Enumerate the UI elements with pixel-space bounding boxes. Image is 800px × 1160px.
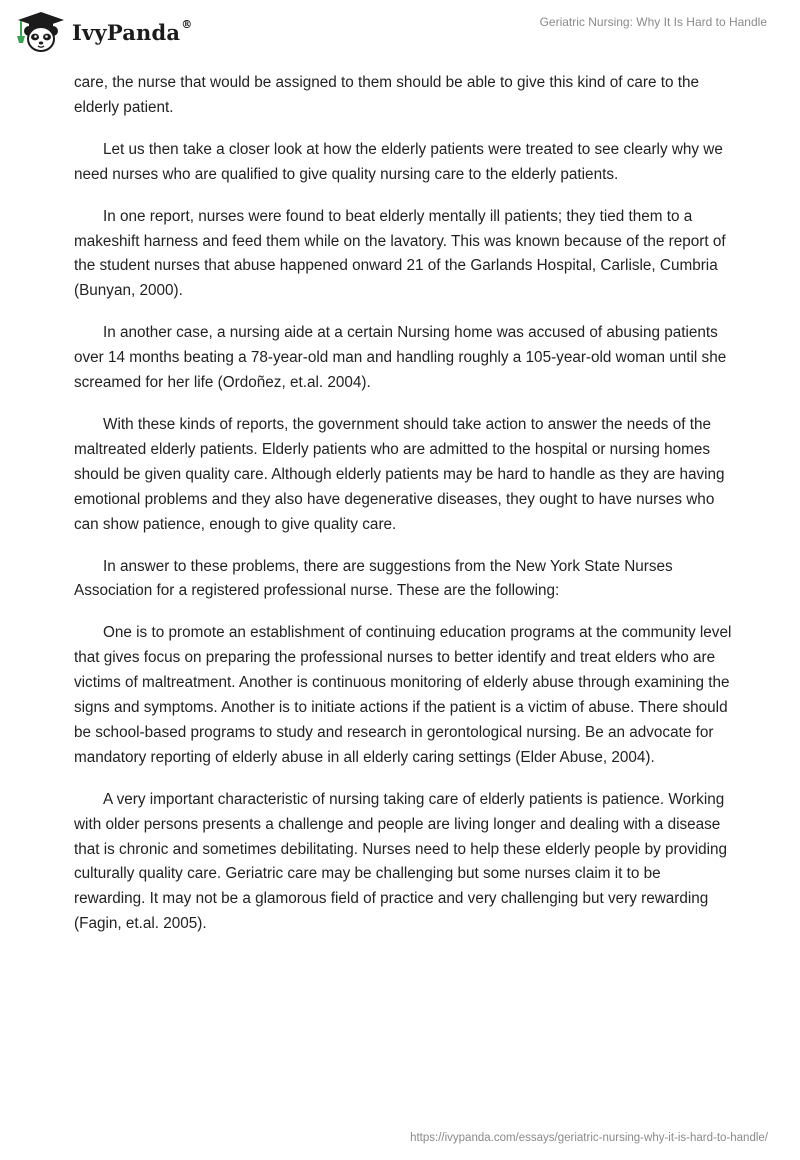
paragraph: In another case, a nursing aide at a certain Nursing home was accused of abusing patients over 14 months beating a 78-year-old man and handling roughly a 105-year-old woman until she screamed for her life (Ordoñez, et.al. 2004). xyxy=(74,324,727,392)
paragraph: A very important characteristic of nursing taking care of elderly patients is patience. Working with older persons presents a challenge and people are living longer and dealing with a disease that is chronic and sometimes debilitating. Nurses need to help these elderly people by providing culturally quality care. Geriatric care may be challenging but some nurses claim it to be rewarding. It may not be a glamorous field of practice and very challenging but very rewarding (Fagin, et.al. 2005). xyxy=(74,790,728,933)
paragraph: care, the nurse that would be assigned to them should be able to give this kind of care to the elderly patient. xyxy=(74,74,700,116)
panda-graduate-icon xyxy=(14,10,68,54)
source-url: https://ivypanda.com/essays/geriatric-nursing-why-it-is-hard-to-handle/ xyxy=(410,1132,768,1144)
paragraph: In one report, nurses were found to beat elderly mentally ill patients; they tied them to a makeshift harness and feed them while on the lavatory. This was known because of the report of the student nurses that abuse happened onward 21 of the Garlands Hospital, Carlisle, Cumbria (Bunyan, 2000). xyxy=(74,207,726,300)
paragraph: With these kinds of reports, the government should take action to answer the needs of the maltreated elderly patients. Elderly patients who are admitted to the hospital or nursing homes should be given quality care. Although elderly patients may be hard to handle as they are having emotional problems and they also have degenerative diseases, they ought to have nurses who can show patience, enough to give quality care. xyxy=(74,415,725,533)
brand-name: IvyPanda® xyxy=(72,17,193,45)
paragraph: Let us then take a closer look at how the elderly patients were treated to see clearly why we need nurses who are qualified to give quality nursing care to the elderly patients. xyxy=(74,140,723,183)
paragraph: One is to promote an establishment of continuing education programs at the community level that gives focus on preparing the professional nurses to better identify and treat elders who are victims of maltreatment. Another is continuous monitoring of elderly abuse through examining the signs and symptoms. Another is to initiate actions if the patient is a victim of abuse. There should be school-based programs to study and research in gerontological nursing. Be an advocate for mandatory reporting of elderly abuse in all elderly caring settings (Elder Abuse, 2004). xyxy=(74,624,732,766)
essay-body xyxy=(74,71,734,954)
document-title: Geriatric Nursing: Why It Is Hard to Handle xyxy=(539,15,767,29)
page-header xyxy=(0,0,800,64)
paragraph: In answer to these problems, there are suggestions from the New York State Nurses Association for a registered professional nurse. These are the following: xyxy=(74,557,673,600)
ivypanda-logo-link[interactable] xyxy=(14,10,192,54)
